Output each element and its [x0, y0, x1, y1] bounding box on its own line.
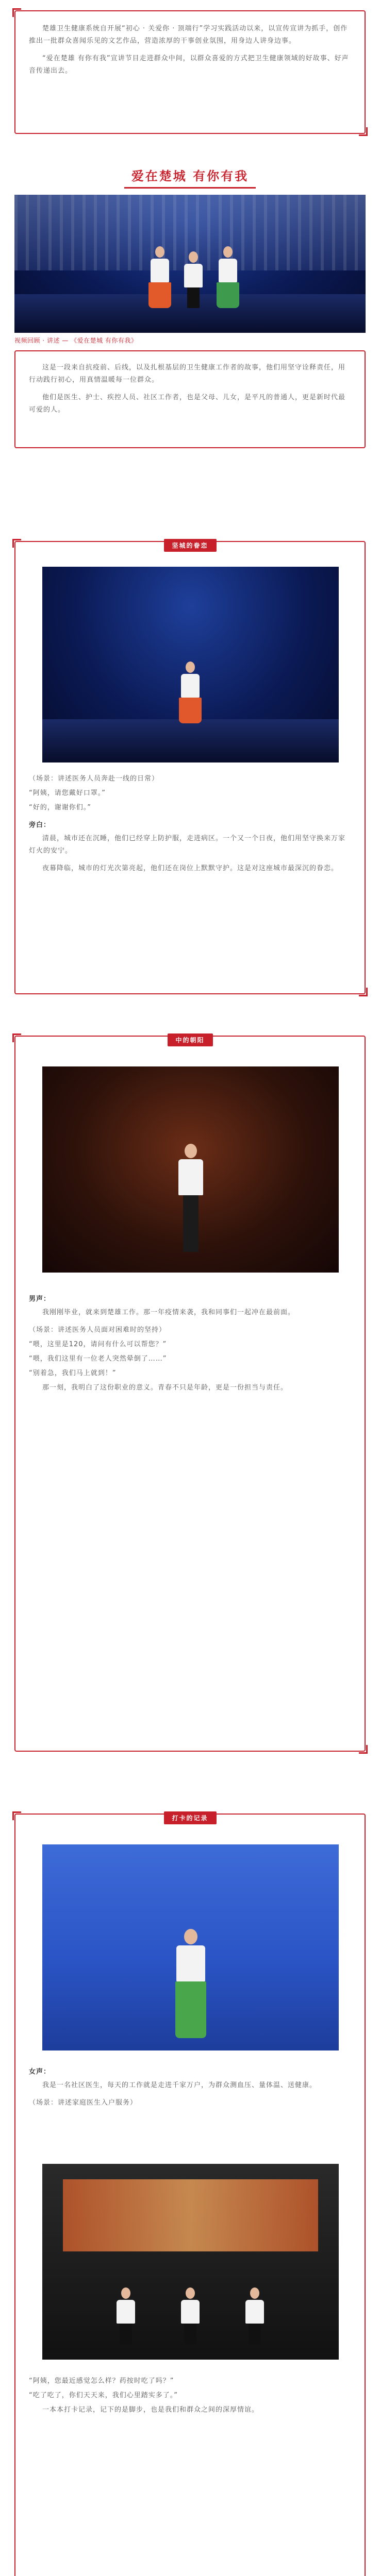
performer-figure	[148, 246, 171, 308]
performer-figure	[179, 662, 202, 723]
video-caption: 视频回顾 · 讲述 — 《爱在楚城 有你有我》	[14, 337, 138, 344]
quote-line: “阿姨，请您戴好口罩。”	[29, 789, 106, 797]
speaker-label: 男声：	[29, 1295, 51, 1303]
section-photo	[42, 1066, 339, 1273]
section-label: 坚城的眷恋	[163, 539, 216, 552]
hero-photo	[14, 195, 366, 333]
corner-decoration	[12, 8, 21, 17]
story-paragraph: 我是一名社区医生，每天的工作就是走进千家万户，为群众测血压、量体温、送健康。	[42, 2081, 317, 2089]
quote-line: “喂，这里是120，请问有什么可以帮您？”	[29, 1341, 167, 1348]
corner-decoration	[359, 127, 368, 136]
main-title: 爱在楚城 有你有我	[124, 166, 256, 189]
section-text	[29, 1288, 351, 1399]
story-paragraph: 清晨，城市还在沉睡，他们已经穿上防护服，走进病区。一个又一个日夜，他们用坚守换来万家灯火的安宁。	[29, 835, 346, 855]
quote-line: “喂，我们这里有一位老人突然晕倒了……”	[29, 1355, 167, 1363]
quote-line: （场景：讲述家庭医生入户服务）	[29, 2099, 138, 2107]
speaker-label: 女声：	[29, 2068, 51, 2076]
section-photo	[42, 2164, 339, 2360]
intro-paragraph: 楚雄卫生健康系统自开展“初心 · 关爱你 · 顶端行”学习实践活动以来，以宣传宣讲为抓手，创作推出一批群众喜闻乐见的文艺作品，营造浓厚的干事创业氛围，用身边人讲身边事。	[29, 25, 348, 45]
quote-line: “好的，谢谢你们。”	[29, 804, 91, 811]
performer-figure	[217, 246, 239, 308]
performer-figure	[182, 251, 205, 308]
quote-line: （场景：讲述医务人员面对困难时的坚持）	[29, 1326, 167, 1334]
story-paragraph: 夜幕降临，城市的灯光次第亮起，他们还在岗位上默默守护。这是对这座城市最深沉的眷恋。	[42, 865, 339, 872]
section-label: 打卡的记录	[163, 1811, 216, 1824]
story-paragraph: 我刚刚毕业，就来到楚雄工作。那一年疫情来袭，我和同事们一起冲在最前面。	[42, 1309, 295, 1316]
performer-figure	[175, 1929, 206, 2038]
quote-line: “吃了吃了，你们天天来，我们心里踏实多了。”	[29, 2392, 178, 2399]
section-photo	[42, 567, 339, 762]
section-text	[29, 2375, 351, 2421]
section-text	[29, 773, 351, 880]
section-label: 中的朝阳	[167, 1033, 212, 1046]
performer-figure	[177, 1144, 204, 1252]
summary-paragraph: 这是一段来自抗疫前、后线，以及扎根基层的卫生健康工作者的故事，他们用坚守诠释责任，用行动践行初心，用真情温暖每一位群众。	[29, 364, 346, 384]
story-paragraph: 一本本打卡记录，记下的是脚步，也是我们和群众之间的深厚情谊。	[42, 2406, 259, 2414]
section-title	[0, 166, 380, 189]
quote-line: “别着急，我们马上就到！”	[29, 1369, 117, 1377]
speaker-label: 旁白：	[29, 821, 51, 829]
story-paragraph: 那一刻，我明白了这份职业的意义。青春不只是年龄，更是一份担当与责任。	[42, 1384, 288, 1392]
quote-line: “阿姨，您最近感觉怎么样？药按时吃了吗？”	[29, 2377, 174, 2385]
summary-paragraph: 他们是医生、护士、疾控人员、社区工作者，也是父母、儿女，是平凡的普通人，更是新时代最可爱的人。	[29, 394, 346, 414]
summary-box	[14, 350, 366, 448]
intro-box	[14, 10, 366, 134]
intro-paragraph: “爱在楚雄 有你有我”宣讲节目走进群众中间，以群众喜爱的方式把卫生健康领域的好故事、好声音传递出去。	[29, 55, 349, 75]
section-text	[29, 2061, 351, 2111]
section-photo	[42, 1844, 339, 2050]
quote-line: （场景：讲述医务人员奔赴一线的日常）	[29, 775, 159, 783]
